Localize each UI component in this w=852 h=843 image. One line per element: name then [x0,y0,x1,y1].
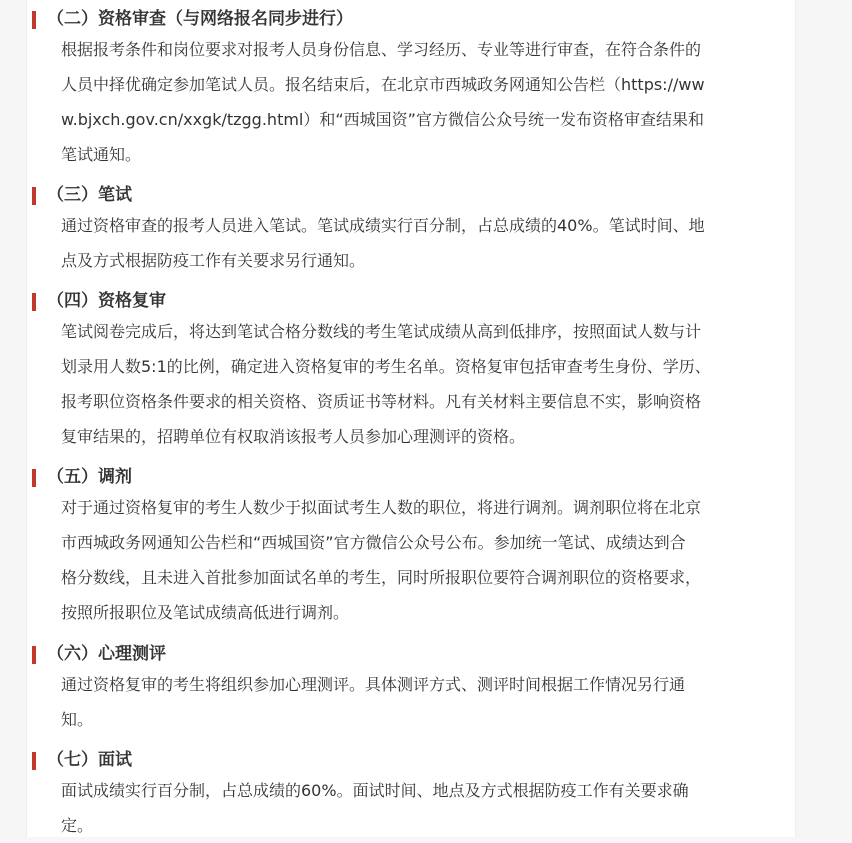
paragraph-line: 划录用人数5:1的比例，确定进入资格复审的考生名单。资格复审包括审查考生身份、学历、 [61,357,711,376]
paragraph-line: 按照所报职位及笔试成绩高低进行调剂。 [61,603,350,622]
article-page [26,0,796,837]
paragraph-line: 报考职位资格条件要求的相关资格、资质证书等材料。凡有关材料主要信息不实，影响资格 [61,392,702,411]
section-paragraph [61,32,773,172]
paragraph-line: 面试成绩实行百分制，占总成绩的60%。面试时间、地点及方式根据防疫工作有关要求确 [61,781,689,800]
section-heading-text: （五）调剂 [47,467,132,487]
paragraph-line: 笔试通知。 [61,145,142,164]
paragraph-line: w.bjxch.gov.cn/xxgk/tzgg.html）和“西城国资”官方微信公众号统一发布资格审查结果和 [61,110,704,129]
paragraph-line: 定。 [61,816,94,835]
section-paragraph [61,490,773,630]
paragraph-line: 笔试阅卷完成后，将达到笔试合格分数线的考生笔试成绩从高到低排序，按照面试人数与计 [61,322,702,341]
section-paragraph [61,314,773,454]
heading-accent-bar [32,293,36,311]
heading-accent-bar [32,187,36,205]
heading-accent-bar [32,469,36,487]
heading-accent-bar [32,752,36,770]
heading-accent-bar [32,646,36,664]
section-heading-text: （三）笔试 [47,185,132,205]
section-heading-text: （六）心理测评 [47,644,166,664]
paragraph-line: 通过资格复审的考生将组织参加心理测评。具体测评方式、测评时间根据工作情况另行通 [61,675,686,694]
section-paragraph [61,773,773,843]
heading-accent-bar [32,11,36,29]
section-heading-text: （二）资格审查（与网络报名同步进行） [47,9,353,29]
section-heading-text: （四）资格复审 [47,291,166,311]
paragraph-line: 对于通过资格复审的考生人数少于拟面试考生人数的职位，将进行调剂。调剂职位将在北京 [61,498,702,517]
section-paragraph [61,208,773,278]
paragraph-line: 格分数线，且未进入首批参加面试名单的考生，同时所报职位要符合调剂职位的资格要求， [61,568,702,587]
paragraph-line: 通过资格审查的报考人员进入笔试。笔试成绩实行百分制，占总成绩的40%。笔试时间、地 [61,216,705,235]
paragraph-line: 市西城政务网通知公告栏和“西城国资”官方微信公众号公布。参加统一笔试、成绩达到合 [61,533,686,552]
section-heading-text: （七）面试 [47,750,132,770]
paragraph-line: 知。 [61,710,94,729]
section-paragraph [61,667,773,737]
paragraph-line: 根据报考条件和岗位要求对报考人员身份信息、学习经历、专业等进行审查，在符合条件的 [61,40,702,59]
paragraph-line: 复审结果的，招聘单位有权取消该报考人员参加心理测评的资格。 [61,427,526,446]
paragraph-line: 人员中择优确定参加笔试人员。报名结束后，在北京市西城政务网通知公告栏（https://ww [61,75,705,94]
paragraph-line: 点及方式根据防疫工作有关要求另行通知。 [61,251,366,270]
